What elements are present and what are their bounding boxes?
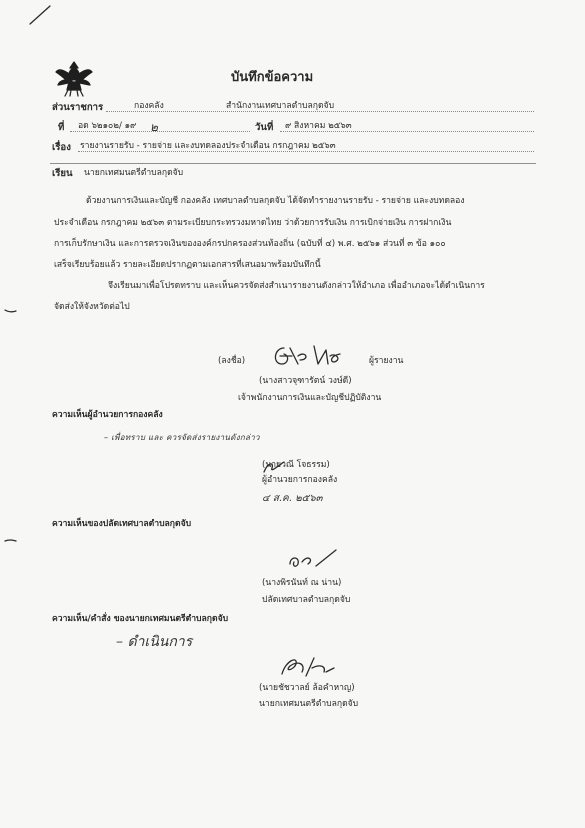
to-value: นายกเทศมนตรีตำบลกุดจับ [84,168,184,178]
deputy-heading: ความเห็นของปลัดเทศบาลตำบลกุดจับ [52,519,192,529]
reporter-sign-prefix: (ลงชื่อ) [218,356,246,366]
header-divider [50,163,536,164]
closing-line: จึงเรียนมาเพื่อโปรดทราบ และเห็นควรจัดส่งสำเนารายงานดังกล่าวให้อำเภอ เพื่ออำเภอจะได้ดำเนินการ [108,281,485,291]
to-label: เรียน [52,168,73,179]
date-label: วันที่ [255,122,274,133]
mayor-name: (นายชัชวาลย์ ล้อคำหาญ) [259,683,355,693]
mayor-handwritten-note: – ดำเนินการ [116,634,193,650]
mayor-heading: ความเห็น/คำสั่ง ของนายกเทศมนตรีตำบลกุดจับ [52,614,229,624]
deputy-name: (นางพิรนันท์ ณ น่าน) [262,578,342,588]
mayor-signature-icon [276,654,338,680]
deputy-signature-icon [286,548,340,570]
reporter-name: (นางสาวจุฑารัตน์ วงษ์ดี) [259,376,352,386]
reporter-position: เจ้าพนักงานการเงินและบัญชีปฏิบัติงาน [238,393,382,403]
finance-head-handwritten-date: ๔ ส.ค. ๒๕๖๓ [262,493,323,504]
memo-title: บันทึกข้อความ [231,70,314,85]
agency-label: ส่วนราชการ [52,102,104,113]
subject-value: รายงานรายรับ - รายจ่าย และงบทดลองประจำเดือน กรกฎาคม ๒๕๖๓ [80,141,336,151]
date-value: ๙ สิงหาคม ๒๕๖๓ [285,121,352,131]
finance-head-handwritten-note: – เพื่อทราบ และ ควรจัดส่งรายงานดังกล่าว [104,433,260,442]
deputy-position: ปลัดเทศบาลตำบลกุดจับ [262,595,351,605]
body-line-3: การเก็บรักษาเงิน และการตรวจเงินขององค์กรปกครองส่วนท้องถิ่น (ฉบับที่ ๔) พ.ศ. ๒๕๖๑ ส่วนที่ ๓ ข้อ ๑๐๐ [54,239,446,249]
subject-label: เรื่อง [52,142,71,153]
finance-head-name: (นายวณี โจธรรม) [262,460,330,470]
body-line-4: เสร็จเรียบร้อยแล้ว รายละเอียดปรากฏตามเอกสารที่เสนอมาพร้อมบันทึกนี้ [54,260,321,270]
reporter-role: ผู้รายงาน [369,356,404,366]
scan-mark-left [4,308,18,314]
mayor-position: นายกเทศมนตรีตำบลกุดจับ [259,699,359,709]
finance-head-heading: ความเห็นผู้อำนวยการกองคลัง [52,410,163,420]
finance-head-position: ผู้อำนวยการกองคลัง [262,475,338,485]
reporter-signature-icon [270,342,348,368]
scan-mark-left-lower [4,538,18,544]
doc-number-handwritten: ๒ [150,120,158,134]
agency-value-office: สำนักงานเทศบาลตำบลกุดจับ [226,101,335,111]
body-line-1: ด้วยงานการเงินและบัญชี กองคลัง เทศบาลตำบลกุดจับ ได้จัดทำรายงานรายรับ - รายจ่าย และงบทดลอง [86,196,465,206]
doc-number-label: ที่ [58,122,65,133]
finance-head-signature-icon [262,460,286,474]
body-line-2: ประจำเดือน กรกฎาคม ๒๕๖๓ ตามระเบียบกระทรวงมหาดไทย ว่าด้วยการรับเงิน การเบิกจ่ายเงิน การฝากเงิน [54,218,452,228]
scan-mark-top-left [28,4,52,26]
doc-number-value: อด ๖๒๑๐๒/ ๑๙ [78,121,137,131]
garuda-emblem-icon [54,58,94,98]
agency-value-department: กองคลัง [134,101,164,111]
closing-line-2: จัดส่งให้จังหวัดต่อไป [54,302,130,312]
